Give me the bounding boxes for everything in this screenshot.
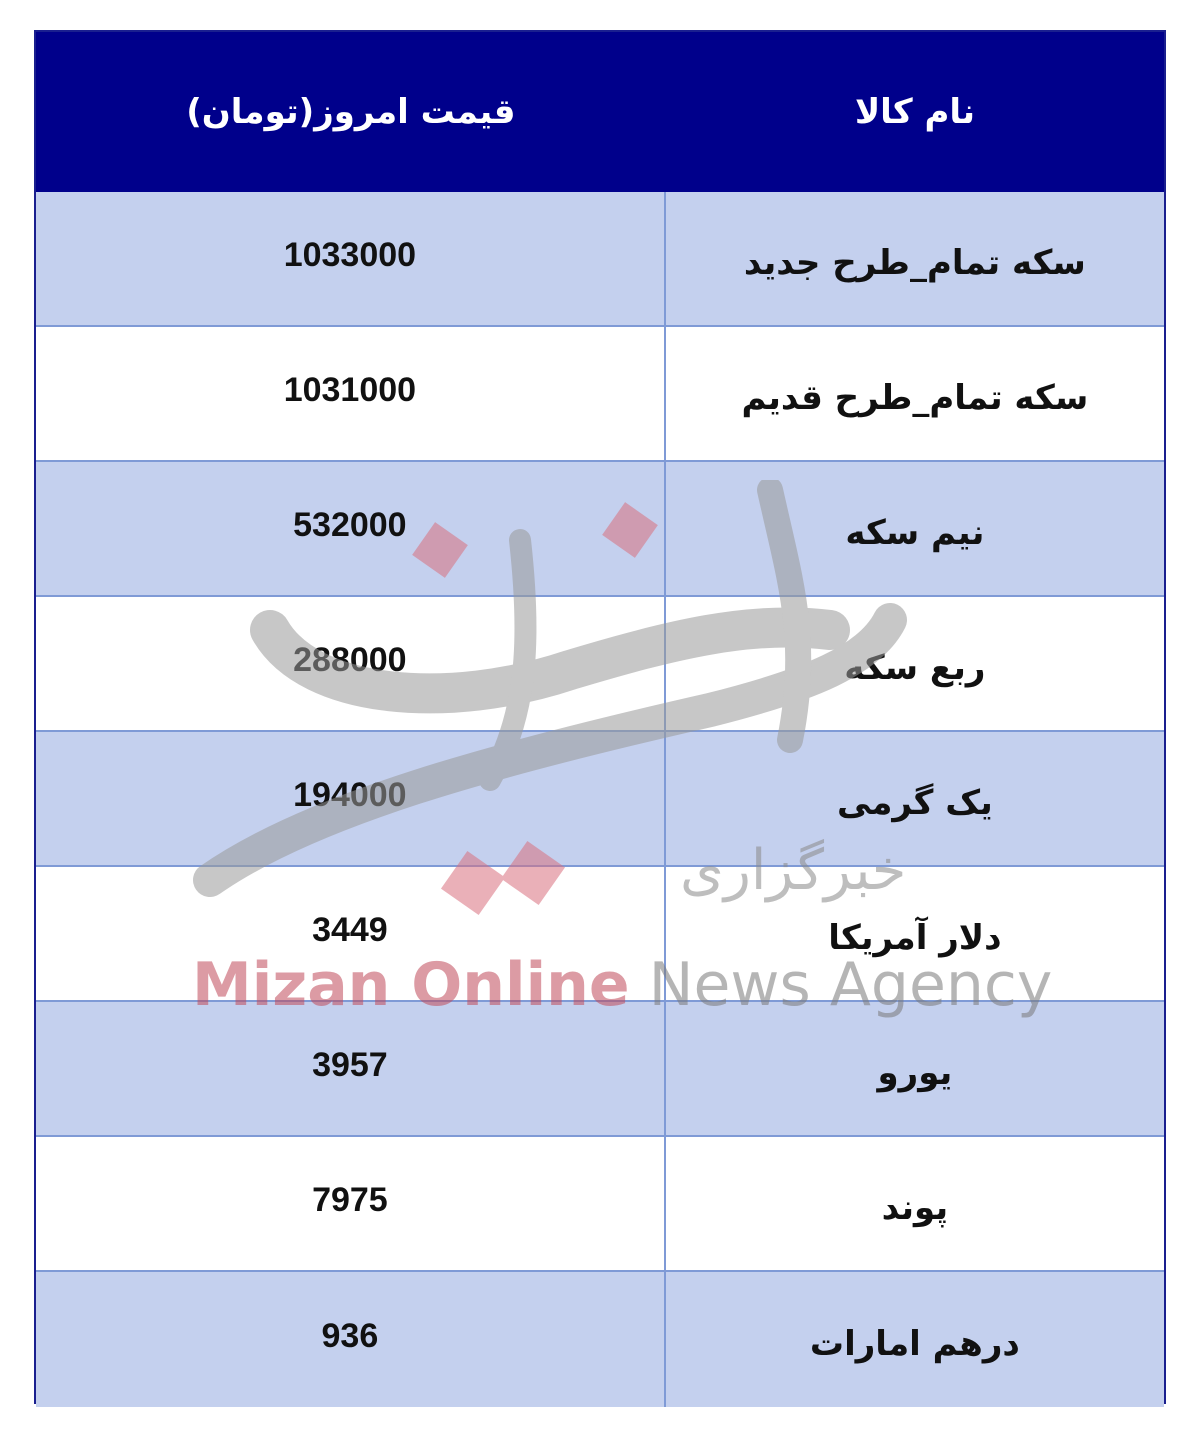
table-row [36, 597, 1164, 732]
name-cell: درهم امارات [809, 1323, 1020, 1364]
price-cell: 194000 [36, 732, 666, 865]
name-cell: سکه تمام_طرح قدیم [741, 377, 1089, 418]
price-cell: 936 [36, 1272, 666, 1407]
price-cell: 288000 [36, 597, 666, 730]
price-cell: 1033000 [36, 192, 666, 325]
name-cell: نیم سکه [845, 512, 985, 553]
name-column-header: نام کالا [854, 92, 975, 132]
price-cell: 1031000 [36, 327, 666, 460]
price-table [34, 30, 1166, 1404]
table-row [36, 192, 1164, 327]
table-header [36, 32, 1164, 192]
name-cell: یک گرمی [836, 782, 993, 823]
name-cell: یورو [877, 1052, 953, 1093]
price-column-header: قیمت امروز(تومان) [186, 92, 516, 132]
table-row [36, 867, 1164, 1002]
name-cell: ربع سکه [844, 647, 986, 688]
watermark-brand: Mizan Online [192, 950, 630, 1020]
name-cell: پوند [881, 1187, 949, 1228]
price-cell: 3449 [36, 867, 666, 1000]
table-row [36, 732, 1164, 867]
table-row [36, 1137, 1164, 1272]
table-row [36, 1272, 1164, 1407]
table-row [36, 327, 1164, 462]
table-row [36, 462, 1164, 597]
watermark-agency: News Agency [629, 950, 1053, 1020]
price-cell: 532000 [36, 462, 666, 595]
table-body [36, 192, 1164, 1407]
price-cell: 7975 [36, 1137, 666, 1270]
name-cell: دلار آمریکا [828, 917, 1002, 958]
watermark-persian-text: خبرگزاری [680, 838, 907, 903]
table-row [36, 1002, 1164, 1137]
price-cell: 3957 [36, 1002, 666, 1135]
name-cell: سکه تمام_طرح جدید [743, 242, 1086, 283]
